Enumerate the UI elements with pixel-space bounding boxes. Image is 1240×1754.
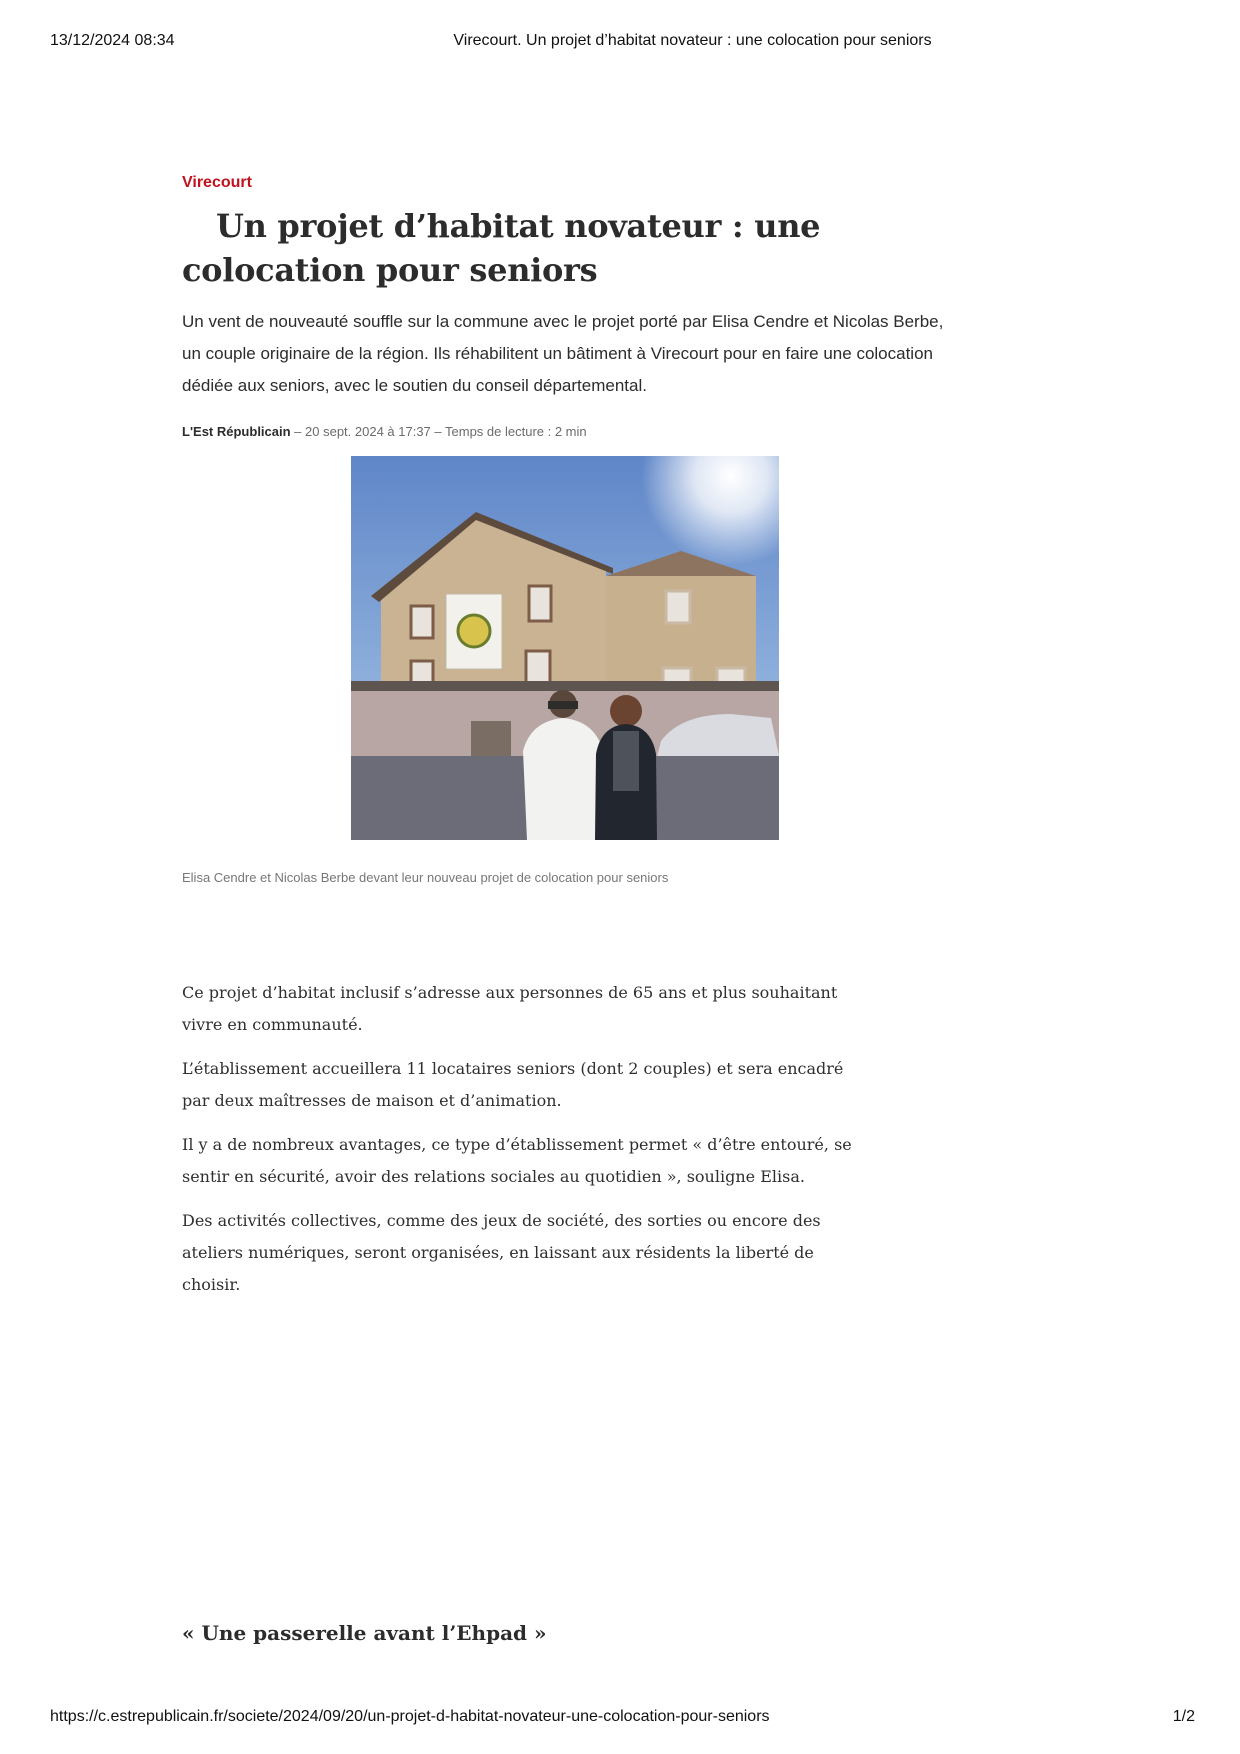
- byline-meta: – 20 sept. 2024 à 17:37 – Temps de lecture : 2 min: [290, 424, 587, 439]
- body-paragraph: Il y a de nombreux avantages, ce type d’établissement permet « d’être entouré, se sentir en sécurité, avoir des relations sociales au quotidien », souligne Elisa.: [182, 1135, 852, 1186]
- article-photo: [351, 456, 779, 840]
- article-headline: Un projet d’habitat novateur : une colocation pour seniors: [182, 207, 821, 289]
- article-lead: Un vent de nouveauté souffle sur la commune avec le projet porté par Elisa Cendre et Nicolas Berbe, un couple originaire de la région. Ils réhabilitent un bâtiment à Virecourt pour en faire une colocation dédiée aux seniors, avec le soutien du conseil départemental.: [182, 312, 944, 395]
- article-byline: [182, 422, 962, 442]
- article-body: [182, 977, 862, 1313]
- body-paragraph: Des activités collectives, comme des jeux de société, des sorties ou encore des ateliers numériques, seront organisées, en laissant aux résidents la liberté de choisir.: [182, 1211, 821, 1294]
- body-paragraph: Ce projet d’habitat inclusif s’adresse aux personnes de 65 ans et plus souhaitant vivre en communauté.: [182, 983, 838, 1034]
- print-page-title: Virecourt. Un projet d’habitat novateur : une colocation pour seniors: [453, 32, 932, 49]
- byline-source: L'Est Républicain: [182, 424, 291, 439]
- article-kicker[interactable]: Virecourt: [182, 174, 252, 191]
- print-datetime: 13/12/2024 08:34: [50, 32, 175, 49]
- print-header: [0, 30, 1240, 54]
- print-url[interactable]: https://c.estrepublicain.fr/societe/2024/09/20/un-projet-d-habitat-novateur-une-colocation-pour-seniors: [50, 1708, 770, 1725]
- article: [182, 172, 962, 1645]
- body-paragraph: L’établissement accueillera 11 locataires seniors (dont 2 couples) et sera encadré par deux maîtresses de maison et d’animation.: [182, 1059, 844, 1110]
- article-subheading: « Une passerelle avant l’Ehpad »: [182, 1621, 547, 1645]
- print-page-number: 1/2: [1172, 1708, 1195, 1725]
- photo-caption: Elisa Cendre et Nicolas Berbe devant leur nouveau projet de colocation pour seniors: [182, 870, 669, 885]
- print-footer: [0, 1706, 1240, 1730]
